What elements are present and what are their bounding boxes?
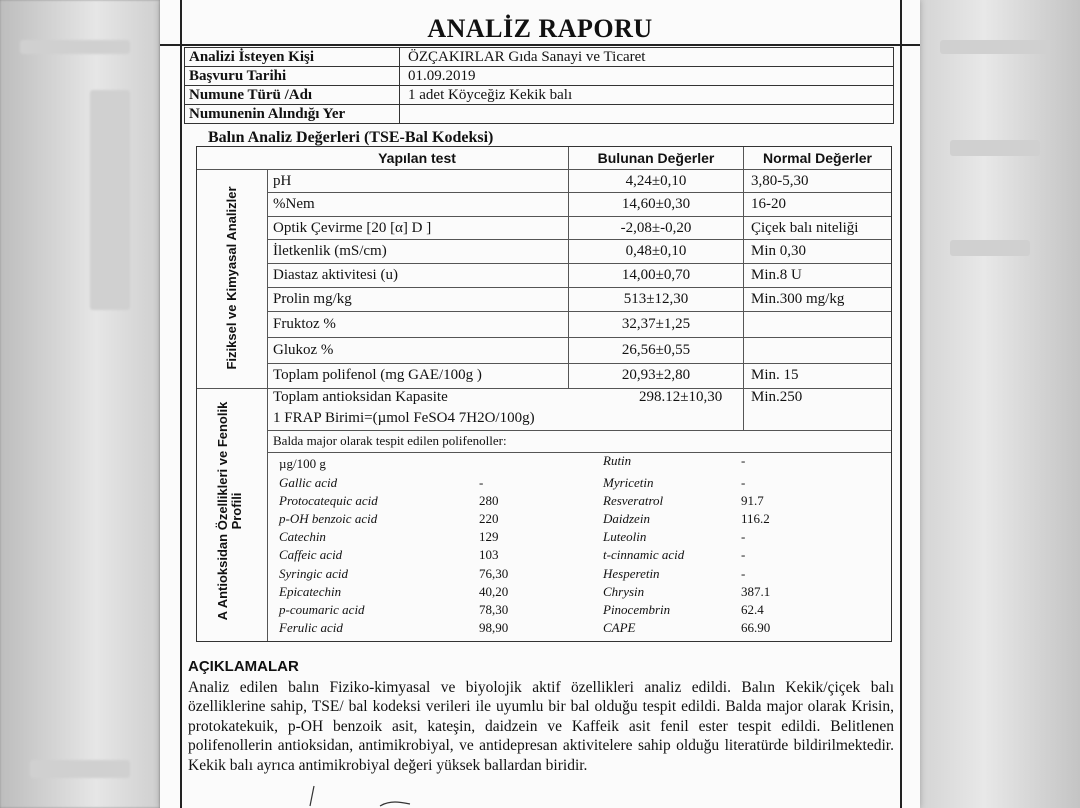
right-compound: Myricetin [603,475,654,490]
info-label: Numune Türü /Adı [185,86,400,105]
antiox-test: Toplam antioksidan Kapasite [273,389,448,405]
test-name: %Nem [273,196,315,212]
header-found: Bulunan Değerler [597,150,715,166]
test-name: Glukoz % [273,342,334,358]
right-value: 116.2 [741,511,770,526]
header-test: Yapılan test [378,150,456,166]
right-value: - [741,529,746,544]
info-row [185,105,894,124]
right-value: - [741,566,746,581]
info-row [185,48,894,67]
right-compound: CAPE [603,620,636,635]
right-compound: Luteolin [603,529,647,544]
test-name: Diastaz aktivitesi (u) [273,267,398,283]
right-value: 91.7 [741,493,764,508]
antiox-found: 298.12±10,30 [639,389,723,405]
left-value: 280 [479,493,499,508]
row-divider [267,311,891,312]
info-label: Başvuru Tarihi [185,67,400,86]
right-value: 387.1 [741,584,771,599]
right-value: - [741,547,746,562]
right-compound: Daidzein [603,511,650,526]
found-value: -2,08±-0,20 [620,220,692,236]
normal-value: Min. 15 [751,367,799,383]
found-value: 4,24±0,10 [625,173,687,189]
right-compound: Chrysin [603,584,645,599]
notes-text: Analiz edilen balın Fiziko-kimyasal ve biyolojik aktif özellikleri analiz edildi. Balın Kekik/çiçek balı özelliklerine sahip, TSE/ bal kodeksi verileri ile uyumlu bir bal olduğu tespit edildi. Balda major olarak Krisin, protokatekuik, p-OH benzoik asit, kateşin, daidzein ve Kaffeik asit fenil ester tespit edildi. Belitlenen polifenollerin antioksidan, antimikrobiyal, ve antidepresan aktivitelere sahip olduğu literatürde bildirilmektedir. Kekik balı ayrıca antimikrobiyal değeri yüksek ballardan biridir. [188,679,894,774]
report-title: ANALİZ RAPORU [427,14,653,43]
row-divider [267,239,891,240]
group-label-physicochemical: Fiziksel ve Kimyasal Analizler [224,186,239,370]
normal-value: Çiçek balı niteliği [751,220,859,236]
normal-value: 3,80-5,30 [751,173,809,189]
left-compound: Caffeic acid [279,547,343,562]
normal-value: Min.8 U [751,267,802,283]
left-value: 40,20 [479,584,509,599]
polyphenols-title: Balda major olarak tespit edilen polifenoller: [273,433,507,448]
info-row [185,86,894,105]
normal-value: Min.300 mg/kg [751,291,845,307]
left-compound: Syringic acid [279,566,348,581]
signature-mark [300,780,420,808]
right-value: - [741,475,746,490]
left-value: 129 [479,529,499,544]
row-divider [267,363,891,364]
report-page [160,0,920,808]
right-compound: t-cinnamic acid [603,547,685,562]
header-normal: Normal Değerler [763,150,872,166]
left-value: - [479,475,484,490]
test-name: pH [273,173,292,189]
left-compound: Gallic acid [279,475,338,490]
left-value: 78,30 [479,602,509,617]
row-divider [267,192,891,193]
found-value: 14,60±0,30 [621,196,691,212]
row-divider [267,216,891,217]
found-value: 0,48±0,10 [625,243,687,259]
left-compound: p-coumaric acid [279,602,365,617]
left-value: 103 [479,547,499,562]
test-name: Prolin mg/kg [273,291,352,307]
found-value: 513±12,30 [623,291,689,307]
row-divider [267,337,891,338]
background-right-blur [920,0,1080,808]
left-value: 220 [479,511,499,526]
left-compound: Ferulic acid [279,620,343,635]
right-compound: Resveratrol [603,493,664,508]
right-value: 62.4 [741,602,764,617]
info-value: ÖZÇAKIRLAR Gıda Sanayi ve Ticaret [400,48,894,67]
normal-value: 16-20 [751,196,786,212]
left-value: 76,30 [479,566,509,581]
found-value: 14,00±0,70 [621,267,691,283]
found-value: 26,56±0,55 [621,342,691,358]
info-label: Analizi İsteyen Kişi [185,48,400,67]
info-value [400,105,894,124]
right-compound: Rutin [603,453,632,468]
left-value: 98,90 [479,620,509,635]
notes-title: AÇIKLAMALAR [188,658,299,675]
info-row [185,67,894,86]
info-value: 1 adet Köyceğiz Kekik balı [400,86,894,105]
row-divider [267,430,891,431]
group-label-profile: Profili [229,492,244,530]
row-divider [267,287,891,288]
antiox-normal: Min.250 [751,389,803,405]
left-compound: p-OH benzoic acid [279,511,378,526]
test-name: Optik Çevirme [20 [α] D ] [273,220,432,236]
info-label: Numunenin Alındığı Yer [185,105,400,124]
test-name: İletkenlik (mS/cm) [273,243,387,259]
right-compound: Hesperetin [603,566,660,581]
row-divider [267,452,891,453]
section-title: Balın Analiz Değerleri (TSE-Bal Kodeksi) [208,129,494,146]
right-compound: Pinocembrin [603,602,671,617]
group-label-antioxidant: A Antioksidan Özellikleri ve Fenolik [215,401,230,621]
background-left-blur [0,0,160,808]
right-value: - [741,453,746,468]
info-value: 01.09.2019 [400,67,894,86]
found-value: 20,93±2,80 [621,367,691,383]
test-name: Fruktoz % [273,316,336,332]
left-compound: Protocatequic acid [279,493,378,508]
found-value: 32,37±1,25 [621,316,691,332]
row-divider [267,263,891,264]
frap-definition: 1 FRAP Birimi=(µmol FeSO4 7H2O/100g) [273,410,535,426]
test-name: Toplam polifenol (mg GAE/100g ) [273,367,482,383]
title-divider [160,44,920,46]
applicant-info-table [184,47,894,124]
right-value: 66.90 [741,620,771,635]
unit-label: µg/100 g [279,456,326,471]
row-divider [197,169,891,170]
left-compound: Catechin [279,529,326,544]
left-compound: Epicatechin [279,584,342,599]
analysis-results-table [196,146,892,642]
normal-value: Min 0,30 [751,243,807,259]
